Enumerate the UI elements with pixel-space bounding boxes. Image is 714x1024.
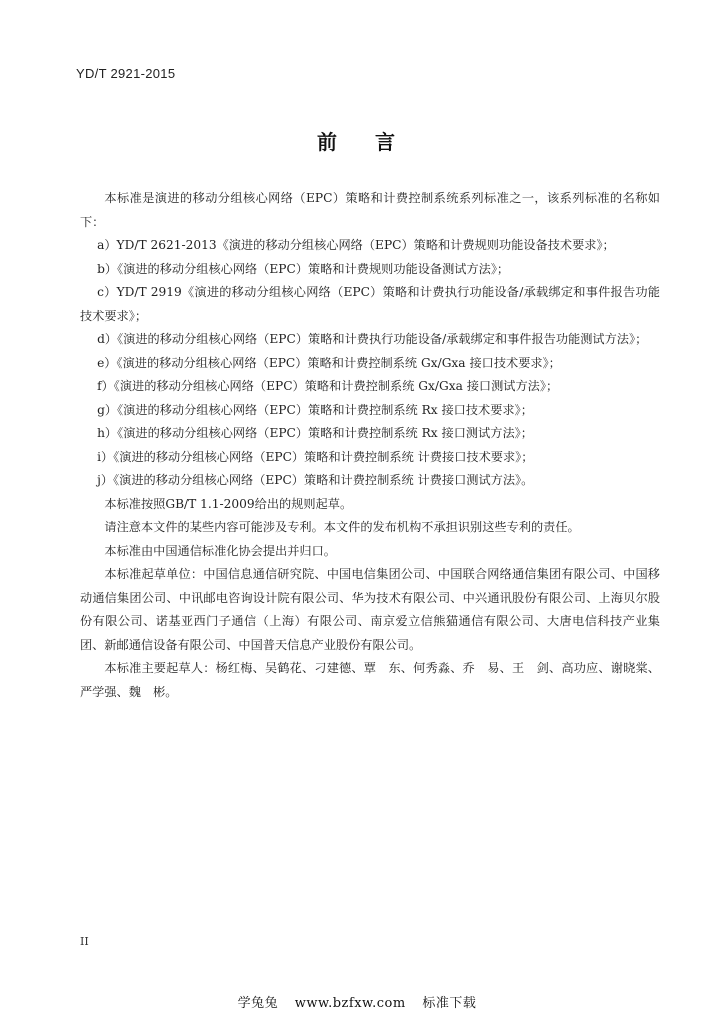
list-item: j）《演进的移动分组核心网络（EPC）策略和计费控制系统 计费接口测试方法》。: [97, 473, 534, 487]
drafters-paragraph: 本标准主要起草人：杨红梅、吴鹤花、刁建德、覃 东、何秀淼、乔 易、王 剑、高功应、谢晓棠、严学强、魏 彬。: [80, 661, 660, 699]
foreword-body: [80, 187, 660, 704]
list-item: g）《演进的移动分组核心网络（EPC）策略和计费控制系统 Rx 接口技术要求》；: [97, 402, 533, 417]
list-item: b）《演进的移动分组核心网络（EPC）策略和计费规则功能设备测试方法》；: [97, 261, 510, 276]
title-char-1: 前: [317, 130, 339, 154]
footer-site-name: 学兔兔: [237, 996, 279, 1011]
list-item: e）《演进的移动分组核心网络（EPC）策略和计费控制系统 Gx/Gxa 接口技术要求》；: [97, 355, 561, 370]
footer-site-tagline: 标准下载: [422, 996, 477, 1011]
footer-site-url[interactable]: www.bzfxw.com: [294, 996, 406, 1011]
standard-code: YD/T 2921-2015: [76, 66, 176, 81]
drafting-units-paragraph: 本标准起草单位：中国信息通信研究院、中国电信集团公司、中国联合网络通信集团有限公司、中国移动通信集团公司、中讯邮电咨询设计院有限公司、华为技术有限公司、中兴通讯股份有限公司、上海贝尔股份有限公司、诺基亚西门子通信（上海）有限公司、南京爱立信熊猫通信有限公司、大唐电信科技产业集团、新邮通信设备有限公司、中国普天信息产业股份有限公司。: [80, 567, 660, 652]
patent-notice-paragraph: 请注意本文件的某些内容可能涉及专利。本文件的发布机构不承担识别这些专利的责任。: [104, 520, 580, 534]
list-item: a）YD/T 2621-2013《演进的移动分组核心网络（EPC）策略和计费规则功能设备技术要求》；: [97, 238, 615, 252]
intro-paragraph: 本标准是演进的移动分组核心网络（EPC）策略和计费控制系统系列标准之一，该系列标准的名称如下：: [80, 191, 660, 229]
title-char-2: 言: [375, 130, 397, 154]
list-item: c）YD/T 2919《演进的移动分组核心网络（EPC）策略和计费执行功能设备/承载绑定和事件报告功能技术要求》；: [80, 285, 660, 323]
proposer-paragraph: 本标准由中国通信标准化协会提出并归口。: [104, 543, 336, 558]
list-item: d）《演进的移动分组核心网络（EPC）策略和计费执行功能设备/承载绑定和事件报告功能测试方法》；: [97, 332, 648, 346]
list-item: f）《演进的移动分组核心网络（EPC）策略和计费控制系统 Gx/Gxa 接口测试方法》；: [97, 379, 559, 393]
list-item: h）《演进的移动分组核心网络（EPC）策略和计费控制系统 Rx 接口测试方法》；: [97, 426, 533, 440]
page-number: II: [80, 935, 89, 948]
drafting-rule-paragraph: 本标准按照GB/T 1.1-2009给出的规则起草。: [104, 496, 353, 511]
list-item: i）《演进的移动分组核心网络（EPC）策略和计费控制系统 计费接口技术要求》；: [97, 449, 534, 464]
footer-watermark: [0, 992, 714, 1011]
page-title: [0, 126, 714, 155]
